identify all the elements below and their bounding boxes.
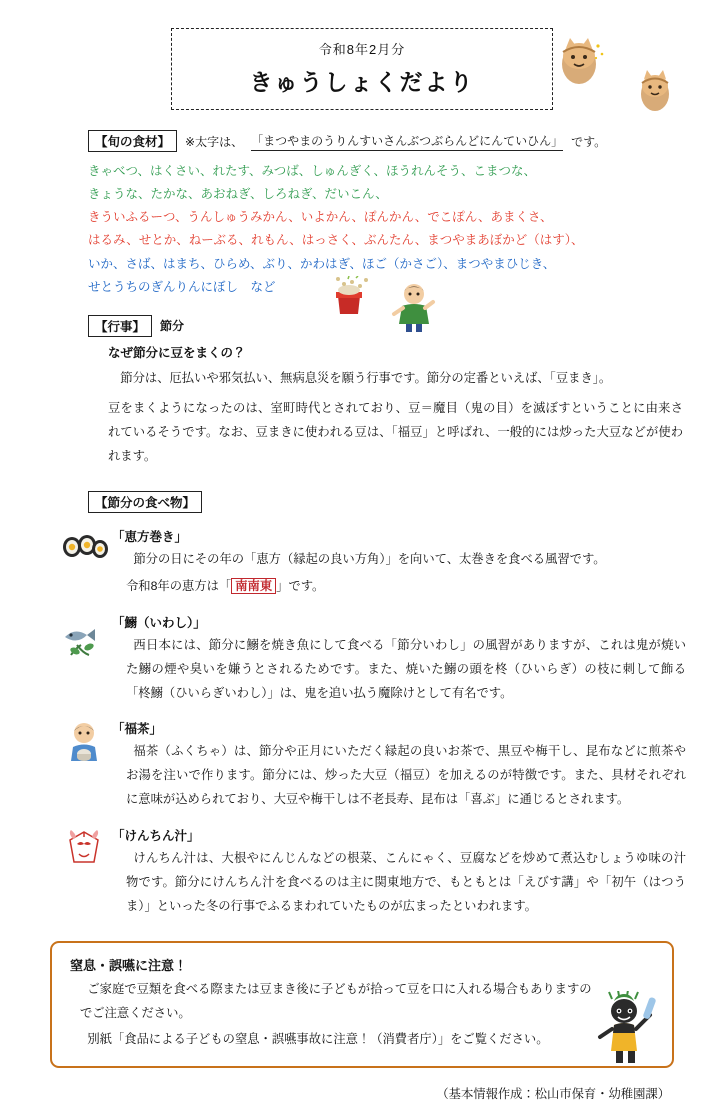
- ingredients-note-suffix: です。: [571, 134, 607, 149]
- fukucha-paragraph-1: 福茶（ふくちゃ）は、節分や正月にいただく縁起の良いお茶で、黒豆や梅干し、昆布などに煎茶やお湯を注いで作ります。節分には、炒った大豆（福豆）を加えるのが特徴です。また、具材それぞれに意味が込められており、大豆や梅干しは不老長寿、昆布は「喜ぶ」に通じるとされます。: [126, 744, 686, 807]
- ehomaki-paragraph-2-tail: 」です。: [276, 578, 325, 593]
- food-item-fukucha: [56, 719, 696, 812]
- ehomaki-paragraph-1: 節分の日にその年の「恵方（縁起の良い方角）」を向いて、太巻きを食べる風習です。: [133, 551, 606, 566]
- ehomaki-name: 「恵方巻き」: [112, 529, 188, 544]
- mamemaki-illustration: [330, 276, 376, 321]
- title-box: [171, 28, 553, 110]
- warning-title: 窒息・誤嚥に注意！: [70, 958, 188, 974]
- foods-tag: 【節分の食べ物】: [88, 491, 202, 513]
- warning-paragraph-2: 別紙「食品による子どもの窒息・誤嚥事故に注意！（消費者庁）」をご覧ください。: [87, 1032, 549, 1047]
- oni-illustration-2: [632, 62, 678, 121]
- foods-heading-row: [88, 491, 696, 513]
- page-title: きゅうしょくだより: [249, 69, 475, 95]
- ingredients-heading-row: [88, 130, 696, 152]
- ingredients-note-quoted: 「まつやまのうりんすいさんぶつぶらんどにんていひん」: [251, 132, 563, 151]
- event-tag: 【行事】: [88, 315, 152, 337]
- ingredient-line-2: きょうな、たかな、あおねぎ、しろねぎ、だいこん、: [88, 187, 388, 202]
- ingredient-line-6: せとうちのぎんりんにぼし など: [88, 279, 276, 294]
- ehomaki-paragraph-2: [126, 575, 686, 599]
- kenchinjiru-icon: [56, 826, 112, 877]
- oni-illustration-1: [552, 30, 606, 95]
- fukucha-icon: [56, 719, 112, 772]
- food-item-iwashi: [56, 613, 696, 706]
- food-item-ehomaki: [56, 527, 696, 599]
- event-paragraph-1: 節分は、厄払いや邪気払い、無病息災を願う行事です。節分の定番といえば、「豆まき」。: [120, 370, 612, 385]
- event-paragraph-2: 豆をまくようになったのは、室町時代とされており、豆＝魔目（鬼の目）を滅ぼすということに由来されているそうです。なお、豆まきに使われる豆は、「福豆」と呼ばれ、一般的には炒った大豆などが使われます。: [108, 400, 683, 463]
- footer-credit: （基本情報作成：松山市保育・幼稚園課）: [436, 1087, 670, 1102]
- iwashi-paragraph-1: 西日本には、節分に鰯を焼き魚にして食べる「節分いわし」の風習がありますが、これは鬼が焼いた鰯の煙や臭いを嫌うとされるためです。また、焼いた鰯の頭を柊（ひいらぎ）の枝に刺して飾る「柊鰯（ひいらぎいわし）」は、鬼を追い払う魔除けとして有名です。: [126, 637, 686, 700]
- ingredient-line-4: はるみ、せとか、ねーぶる、れもん、はっさく、ぶんたん、まつやまあぼかど（はす）、: [88, 233, 584, 248]
- ingredient-line-5: いか、さば、はまち、ひらめ、ぶり、かわはぎ、ほご（かさご）、まつやまひじき、: [88, 256, 556, 271]
- oni-illustration-3: [592, 991, 662, 1072]
- iwashi-content: [112, 613, 696, 706]
- issue-date: 令和8年2月分: [318, 42, 406, 57]
- event-question: なぜ節分に豆をまくの？: [108, 345, 246, 360]
- kenchinjiru-content: [112, 826, 696, 919]
- ingredients-tag: 【旬の食材】: [88, 130, 177, 152]
- eho-direction-highlight: 南南東: [231, 578, 276, 594]
- iwashi-name: 「鰯（いわし）」: [112, 615, 206, 630]
- kenchinjiru-name: 「けんちん汁」: [112, 829, 200, 844]
- ingredient-line-1: きゃべつ、はくさい、れたす、みつば、しゅんぎく、ほうれんそう、こまつな、: [88, 164, 537, 178]
- event-name: 節分: [160, 319, 185, 334]
- ingredients-list: [88, 160, 696, 299]
- child-illustration: [390, 282, 438, 337]
- iwashi-icon: [56, 613, 112, 662]
- fukucha-name: 「福茶」: [112, 722, 163, 737]
- ingredients-note-prefix: ※太字は、: [185, 134, 244, 149]
- warning-paragraph-1: ご家庭で豆類を食べる際または豆まき後に子どもが拾って豆を口に入れる場合もありますのでご注意ください。: [80, 982, 592, 1021]
- fukucha-content: [112, 719, 696, 812]
- kenchinjiru-paragraph-1: けんちん汁は、大根やにんじんなどの根菜、こんにゃく、豆腐などを炒めて煮込むしょうゆ味の汁物です。節分にけんちん汁を食べるのは主に関東地方で、もともとは「えびす講」や「初午（はつうま）」といった冬の行事でふるまわれていたものが広まったといわれます。: [126, 851, 686, 914]
- ehomaki-paragraph-2-text: 令和8年の恵方は「: [126, 578, 232, 593]
- warning-box: [50, 941, 674, 1068]
- ehomaki-content: [112, 527, 696, 599]
- ehomaki-icon: [56, 527, 112, 564]
- ingredient-line-3: きういふるーつ、うんしゅうみかん、いよかん、ぽんかん、でこぽん、あまくさ、: [88, 210, 553, 225]
- food-item-kenchinjiru: [56, 826, 696, 919]
